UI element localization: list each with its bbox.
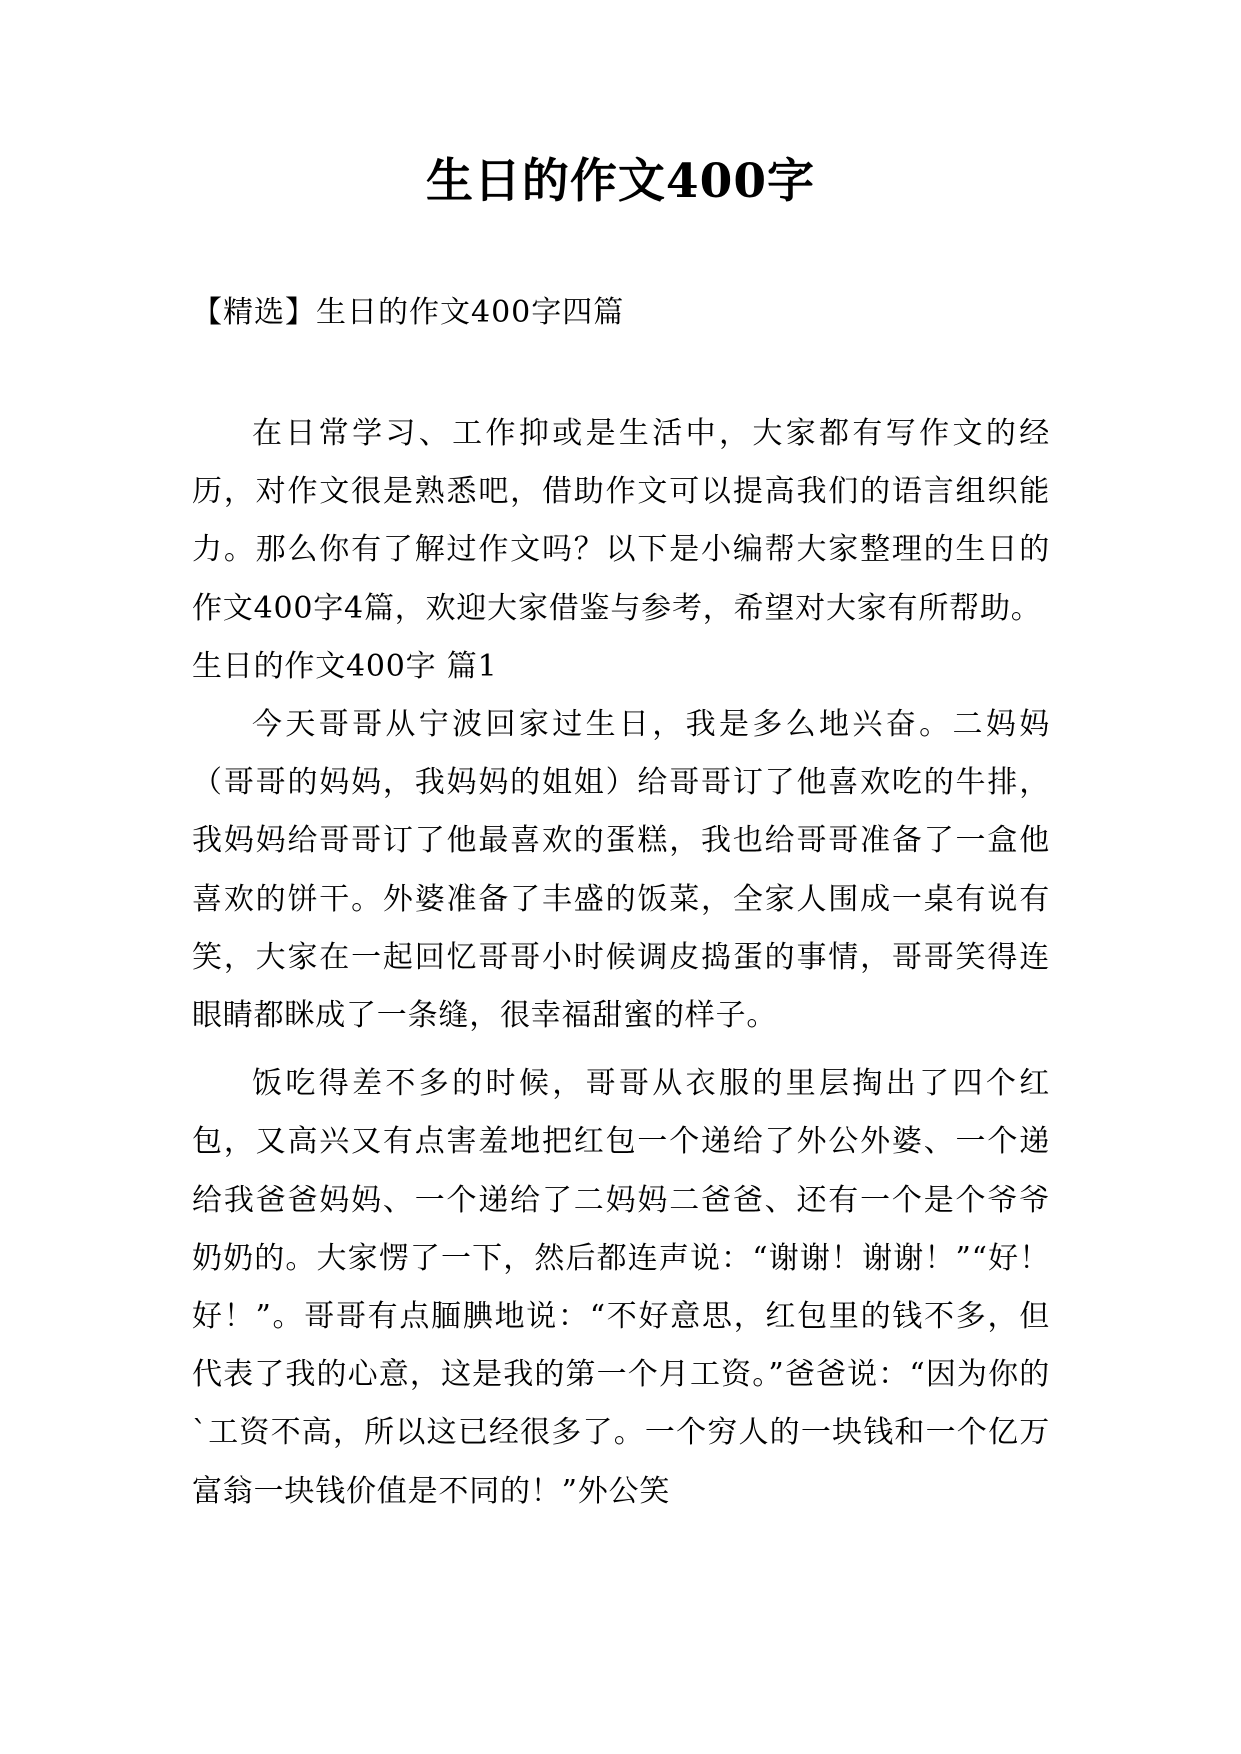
intro-paragraph: 在日常学习、工作抑或是生活中，大家都有写作文的经历，对作文很是熟悉吧，借助作文可以提高我们的语言组织能力。那么你有了解过作文吗？以下是小编帮大家整理的生日的作文400字4篇，欢迎大家借鉴与参考，希望对大家有所帮助。 — [192, 416, 1050, 626]
document-subtitle: 【精选】生日的作文400字四篇 — [192, 295, 625, 330]
body-paragraph: 饭吃得差不多的时候，哥哥从衣服的里层掏出了四个红包，又高兴又有点害羞地把红包一个递给了外公外婆、一个递给我爸爸妈妈、一个递给了二妈妈二爸爸、还有一个是个爷爷奶奶的。大家愣了一下，然后都连声说：“谢谢！谢谢！”“好！好！”。哥哥有点腼腆地说：“不好意思，红包里的钱不多，但代表了我的心意，这是我的第一个月工资。”爸爸说：“因为你的`工资不高，所以这已经很多了。一个穷人的一块钱和一个亿万富翁一块钱价值是不同的！”外公笑 — [192, 1066, 1050, 1509]
document-title: 生日的作文400字 — [425, 154, 816, 209]
document-body — [192, 405, 1050, 1521]
body-paragraph: 今天哥哥从宁波回家过生日，我是多么地兴奋。二妈妈（哥哥的妈妈，我妈妈的姐姐）给哥哥订了他喜欢吃的牛排，我妈妈给哥哥订了他最喜欢的蛋糕，我也给哥哥准备了一盒他喜欢的饼干。外婆准备了丰盛的饭菜，全家人围成一桌有说有笑，大家在一起回忆哥哥小时候调皮捣蛋的事情，哥哥笑得连眼睛都眯成了一条缝，很幸福甜蜜的样子。 — [192, 707, 1050, 1034]
section-heading: 生日的作文400字 篇1 — [192, 648, 498, 684]
